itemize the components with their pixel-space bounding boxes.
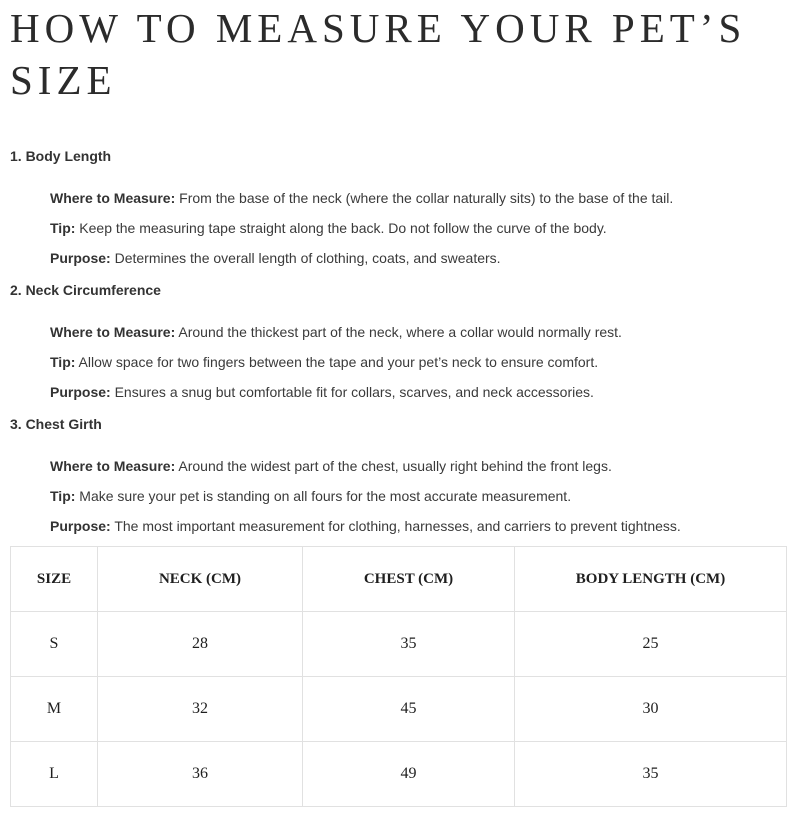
detail-text: From the base of the neck (where the collar naturally sits) to the base of the tail. xyxy=(179,190,674,206)
detail-text: Around the thickest part of the neck, where a collar would normally rest. xyxy=(178,324,622,340)
size-chart-table xyxy=(10,546,787,807)
section-body-length xyxy=(10,146,785,268)
cell-body-length: 35 xyxy=(515,742,787,807)
detail-text: Ensures a snug but comfortable fit for collars, scarves, and neck accessories. xyxy=(114,384,594,400)
detail-where-to-measure xyxy=(50,456,785,476)
table-row-size-m xyxy=(11,677,787,742)
detail-text: The most important measurement for clothing, harnesses, and carriers to prevent tightness. xyxy=(114,518,681,534)
detail-text: Around the widest part of the chest, usually right behind the front legs. xyxy=(178,458,612,474)
detail-label: Where to Measure: xyxy=(50,324,176,340)
cell-neck: 32 xyxy=(98,677,303,742)
cell-size: L xyxy=(11,742,98,807)
detail-label: Where to Measure: xyxy=(50,458,176,474)
cell-size: S xyxy=(11,612,98,677)
cell-chest: 35 xyxy=(303,612,515,677)
detail-label: Tip: xyxy=(50,488,76,504)
detail-text: Keep the measuring tape straight along the back. Do not follow the curve of the body. xyxy=(79,220,607,236)
detail-where-to-measure xyxy=(50,322,785,342)
detail-label: Purpose: xyxy=(50,518,111,534)
detail-label: Where to Measure: xyxy=(50,190,176,206)
detail-label: Purpose: xyxy=(50,384,111,400)
detail-text: Make sure your pet is standing on all fours for the most accurate measurement. xyxy=(79,488,572,504)
section-chest-girth xyxy=(10,414,785,536)
column-header-chest-cm: CHEST (CM) xyxy=(303,547,515,612)
section-heading-chest-girth: 3. Chest Girth xyxy=(10,416,102,432)
detail-text: Allow space for two fingers between the tape and your pet’s neck to ensure comfort. xyxy=(78,354,599,370)
cell-chest: 45 xyxy=(303,677,515,742)
detail-purpose xyxy=(50,516,785,536)
table-row-size-s xyxy=(11,612,787,677)
section-heading-neck-circumference: 2. Neck Circumference xyxy=(10,282,161,298)
section-heading-body-length: 1. Body Length xyxy=(10,148,112,164)
detail-label: Tip: xyxy=(50,220,76,236)
column-header-neck-cm: NECK (CM) xyxy=(98,547,303,612)
cell-size: M xyxy=(11,677,98,742)
detail-tip xyxy=(50,352,785,372)
column-header-body-length-cm: BODY LENGTH (CM) xyxy=(515,547,787,612)
detail-tip xyxy=(50,218,785,238)
column-header-size: SIZE xyxy=(11,547,98,612)
detail-purpose xyxy=(50,248,785,268)
cell-neck: 36 xyxy=(98,742,303,807)
section-neck-circumference xyxy=(10,280,785,402)
detail-label: Tip: xyxy=(50,354,76,370)
size-chart-header-row xyxy=(11,547,787,612)
cell-neck: 28 xyxy=(98,612,303,677)
cell-body-length: 30 xyxy=(515,677,787,742)
detail-where-to-measure xyxy=(50,188,785,208)
detail-label: Purpose: xyxy=(50,250,111,266)
cell-body-length: 25 xyxy=(515,612,787,677)
cell-chest: 49 xyxy=(303,742,515,807)
detail-text: Determines the overall length of clothing, coats, and sweaters. xyxy=(114,250,501,266)
detail-purpose xyxy=(50,382,785,402)
page-title: HOW TO MEASURE YOUR PET’S SIZE xyxy=(10,5,747,103)
detail-tip xyxy=(50,486,785,506)
table-row-size-l xyxy=(11,742,787,807)
